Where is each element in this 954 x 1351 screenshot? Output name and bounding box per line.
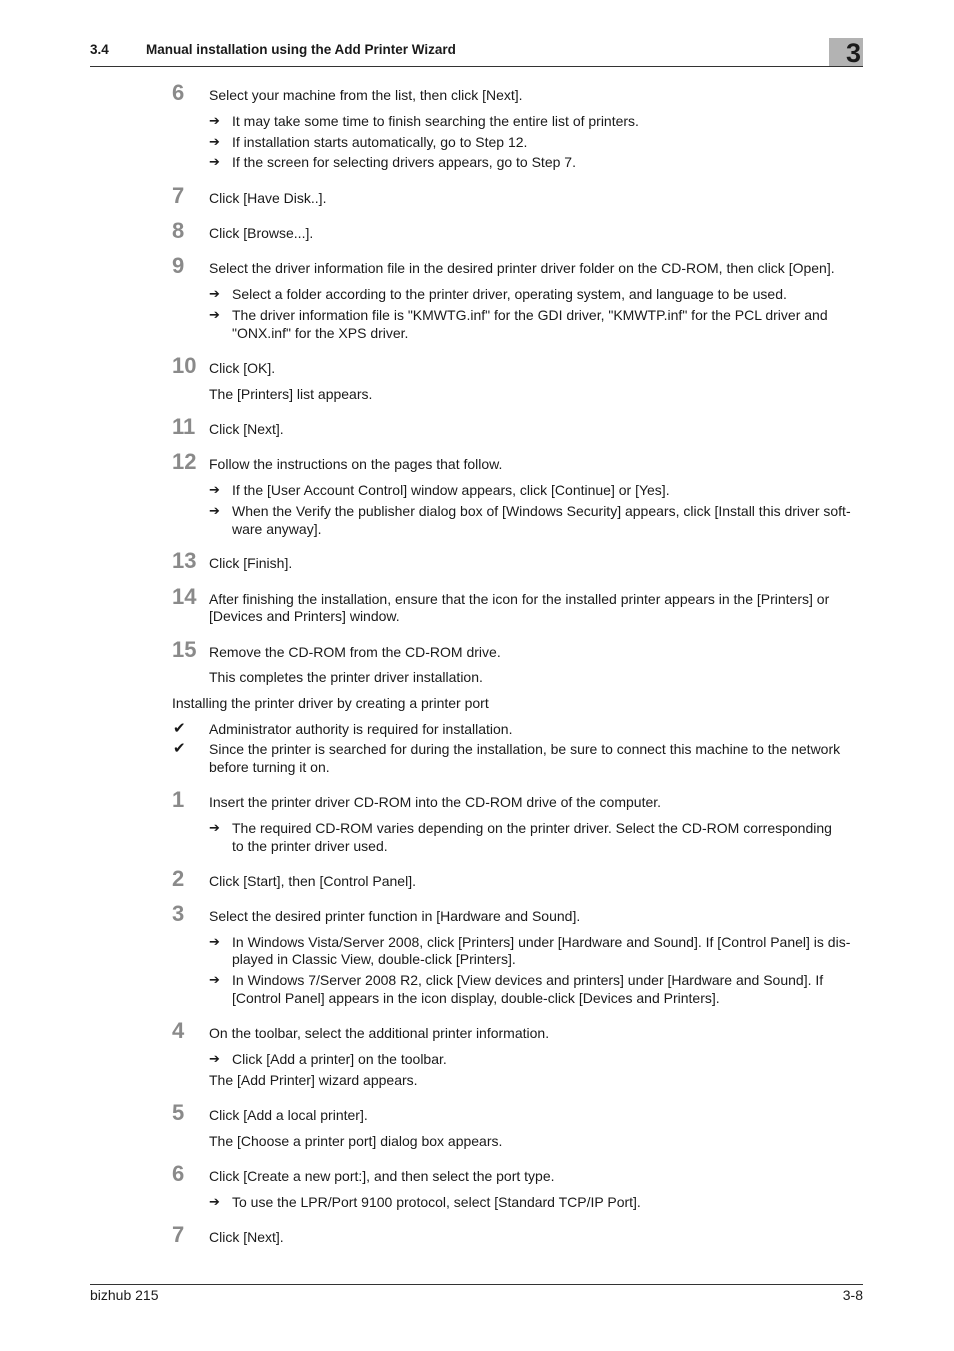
step-number: 4 (172, 1018, 185, 1043)
arrow-icon: ➔ (209, 113, 220, 128)
step-hint: If installation starts automatically, go to Step 12. (232, 134, 528, 150)
step-number: 13 (172, 548, 197, 573)
arrow-icon: ➔ (209, 1194, 220, 1209)
section-number: 3.4 (90, 42, 109, 57)
step-hint: In Windows 7/Server 2008 R2, click [View devices and printers] under [Hardware and Sound]. If (232, 972, 824, 988)
step-hint: Click [Add a printer] on the toolbar. (232, 1051, 447, 1067)
step-number: 14 (172, 584, 197, 609)
arrow-icon: ➔ (209, 503, 220, 518)
step-number: 15 (172, 637, 197, 662)
arrow-icon: ➔ (209, 820, 220, 835)
prerequisite-item: before turning it on. (209, 759, 330, 775)
step-number: 3 (172, 901, 185, 926)
section-title: Manual installation using the Add Printer Wizard (146, 42, 456, 57)
step-hint: "ONX.inf" for the XPS driver. (232, 325, 409, 341)
step-number: 10 (172, 353, 197, 378)
step-hint: ware anyway]. (232, 521, 322, 537)
step-number: 2 (172, 866, 185, 891)
step-text: After finishing the installation, ensure that the icon for the installed printer appears in the [Printers] or (209, 591, 830, 607)
step-number: 8 (172, 218, 185, 243)
step-text: Click [Browse...]. (209, 225, 314, 241)
step-hint: Select a folder according to the printer driver, operating system, and language to be used. (232, 286, 787, 302)
step-number: 7 (172, 183, 185, 208)
step-hint: If the [User Account Control] window appears, click [Continue] or [Yes]. (232, 482, 670, 498)
step-text: Remove the CD-ROM from the CD-ROM drive. (209, 644, 501, 660)
step-text: Click [Finish]. (209, 555, 293, 571)
section-heading: Installing the printer driver by creating a printer port (172, 695, 489, 711)
step-text: Select the driver information file in the desired printer driver folder on the CD-ROM, then click [Open]. (209, 260, 835, 276)
step-hint: If the screen for selecting drivers appears, go to Step 7. (232, 154, 576, 170)
step-hint: To use the LPR/Port 9100 protocol, select [Standard TCP/IP Port]. (232, 1194, 641, 1210)
step-hint: The driver information file is "KMWTG.inf" for the GDI driver, "KMWTP.inf" for the PCL driver and (232, 307, 828, 323)
checkmark-icon: ✔ (173, 740, 186, 757)
arrow-icon: ➔ (209, 482, 220, 497)
step-text: Follow the instructions on the pages that follow. (209, 456, 503, 472)
step-text: Click [Add a local printer]. (209, 1107, 368, 1123)
step-hint: played in Classic View, double-click [Printers]. (232, 951, 516, 967)
step-number: 11 (172, 414, 196, 439)
step-hint: It may take some time to finish searching the entire list of printers. (232, 113, 639, 129)
step-result: The [Choose a printer port] dialog box appears. (209, 1133, 503, 1149)
arrow-icon: ➔ (209, 934, 220, 949)
footer-page-number: 3-8 (842, 1287, 863, 1303)
step-text: Click [Create a new port:], and then select the port type. (209, 1168, 555, 1184)
step-text: Click [Start], then [Control Panel]. (209, 873, 416, 889)
step-text: On the toolbar, select the additional printer information. (209, 1025, 550, 1041)
step-result: The [Add Printer] wizard appears. (209, 1072, 418, 1088)
step-number: 5 (172, 1100, 185, 1125)
step-text: Select the desired printer function in [Hardware and Sound]. (209, 908, 581, 924)
step-number: 9 (172, 253, 185, 278)
arrow-icon: ➔ (209, 134, 220, 149)
step-hint: When the Verify the publisher dialog box of [Windows Security] appears, click [Install this driver soft- (232, 503, 851, 519)
step-result: The [Printers] list appears. (209, 386, 373, 402)
step-hint: [Control Panel] appears in the icon display, double-click [Devices and Printers]. (232, 990, 720, 1006)
checkmark-icon: ✔ (173, 720, 186, 737)
arrow-icon: ➔ (209, 972, 220, 987)
footer-rule (90, 1284, 863, 1285)
step-result: This completes the printer driver installation. (209, 669, 483, 685)
step-text: Click [Next]. (209, 421, 284, 437)
step-number: 6 (172, 1161, 185, 1186)
step-number: 7 (172, 1222, 185, 1247)
page-header (90, 38, 863, 68)
step-hint: to the printer driver used. (232, 838, 388, 854)
step-text: Click [OK]. (209, 360, 276, 376)
arrow-icon: ➔ (209, 307, 220, 322)
step-hint: The required CD-ROM varies depending on the printer driver. Select the CD-ROM corresponding (232, 820, 832, 836)
arrow-icon: ➔ (209, 154, 220, 169)
step-number: 6 (172, 80, 185, 105)
prerequisite-item: Since the printer is searched for during the installation, be sure to connect this machine to the network (209, 741, 841, 757)
step-text: Select your machine from the list, then click [Next]. (209, 87, 523, 103)
prerequisite-item: Administrator authority is required for installation. (209, 721, 513, 737)
step-text: Insert the printer driver CD-ROM into the CD-ROM drive of the computer. (209, 794, 662, 810)
step-text: [Devices and Printers] window. (209, 608, 400, 624)
footer-product: bizhub 215 (90, 1287, 159, 1303)
step-text: Click [Next]. (209, 1229, 284, 1245)
arrow-icon: ➔ (209, 1051, 220, 1066)
arrow-icon: ➔ (209, 286, 220, 301)
step-number: 1 (172, 787, 185, 812)
step-number: 12 (172, 449, 197, 474)
step-text: Click [Have Disk..]. (209, 190, 327, 206)
chapter-badge: 3 (829, 38, 863, 66)
step-hint: In Windows Vista/Server 2008, click [Printers] under [Hardware and Sound]. If [Control Panel] is dis- (232, 934, 851, 950)
